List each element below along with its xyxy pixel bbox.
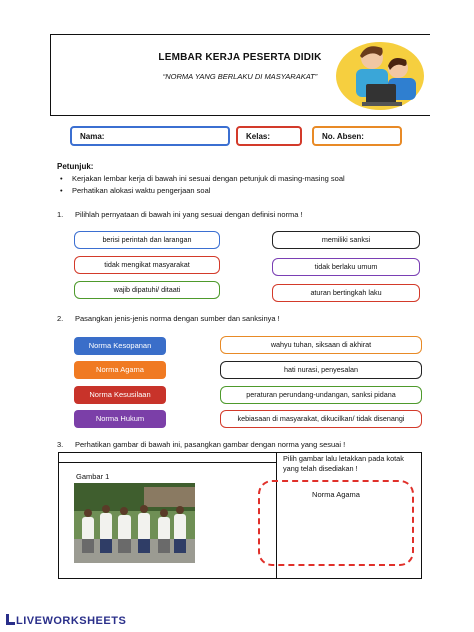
name-field[interactable]: Nama: — [70, 126, 230, 146]
option-button[interactable]: tidak berlaku umum — [272, 258, 420, 276]
question-number: 2. — [57, 314, 64, 323]
brand-logo[interactable] — [6, 614, 126, 627]
question-text: Pilihlah pernyataan di bawah ini yang sesuai dengan definisi norma ! — [75, 210, 303, 219]
students-photo[interactable] — [74, 483, 195, 563]
source-target[interactable]: peraturan perundang-undangan, sanksi pidana — [220, 386, 422, 404]
instruction-item: • Perhatikan alokasi waktu pengerjaan soal — [72, 186, 210, 195]
option-button[interactable]: aturan bertingkah laku — [272, 284, 420, 302]
drop-zone[interactable] — [258, 480, 414, 566]
students-illustration — [332, 36, 428, 114]
option-button[interactable]: memiliki sanksi — [272, 231, 420, 249]
source-target[interactable]: kebiasaan di masyarakat, dikucilkan/ tidak disenangi — [220, 410, 422, 428]
instruction-item: • Kerjakan lembar kerja di bawah ini sesuai dengan petunjuk di masing-masing soal — [72, 174, 345, 183]
norm-tag-kesopanan[interactable]: Norma Kesopanan — [74, 337, 166, 355]
drop-instruction: Pilih gambar lalu letakkan pada kotak yang telah disediakan ! — [283, 454, 404, 473]
option-button[interactable]: berisi perintah dan larangan — [74, 231, 220, 249]
class-field[interactable]: Kelas: — [236, 126, 302, 146]
instructions-heading: Petunjuk: — [57, 162, 94, 171]
source-target[interactable]: wahyu tuhan, siksaan di akhirat — [220, 336, 422, 354]
page-title: LEMBAR KERJA PESERTA DIDIK — [158, 52, 322, 63]
question-number: 1. — [57, 210, 64, 219]
question-number: 3. — [57, 440, 64, 449]
attendance-number-field[interactable]: No. Absen: — [312, 126, 402, 146]
norm-tag-hukum[interactable]: Norma Hukum — [74, 410, 166, 428]
source-target[interactable]: hati nurasi, penyesalan — [220, 361, 422, 379]
question-text: Perhatikan gambar di bawah ini, pasangkan gambar dengan norma yang sesuai ! — [75, 440, 346, 449]
brand-mark-icon — [6, 614, 15, 625]
norm-tag-kesusilaan[interactable]: Norma Kesusilaan — [74, 386, 166, 404]
question-text: Pasangkan jenis-jenis norma dengan sumber dan sanksinya ! — [75, 314, 280, 323]
drop-zone-label: Norma Agama — [312, 490, 360, 499]
page-subtitle: “NORMA YANG BERLAKU DI MASYARAKAT” — [162, 72, 318, 81]
picture-label: Gambar 1 — [76, 472, 110, 481]
table-divider — [58, 462, 276, 463]
brand-text: LIVEWORKSHEETS — [16, 615, 127, 627]
norm-tag-agama[interactable]: Norma Agama — [74, 361, 166, 379]
option-button[interactable]: wajib dipatuhi/ ditaati — [74, 281, 220, 299]
option-button[interactable]: tidak mengikat masyarakat — [74, 256, 220, 274]
